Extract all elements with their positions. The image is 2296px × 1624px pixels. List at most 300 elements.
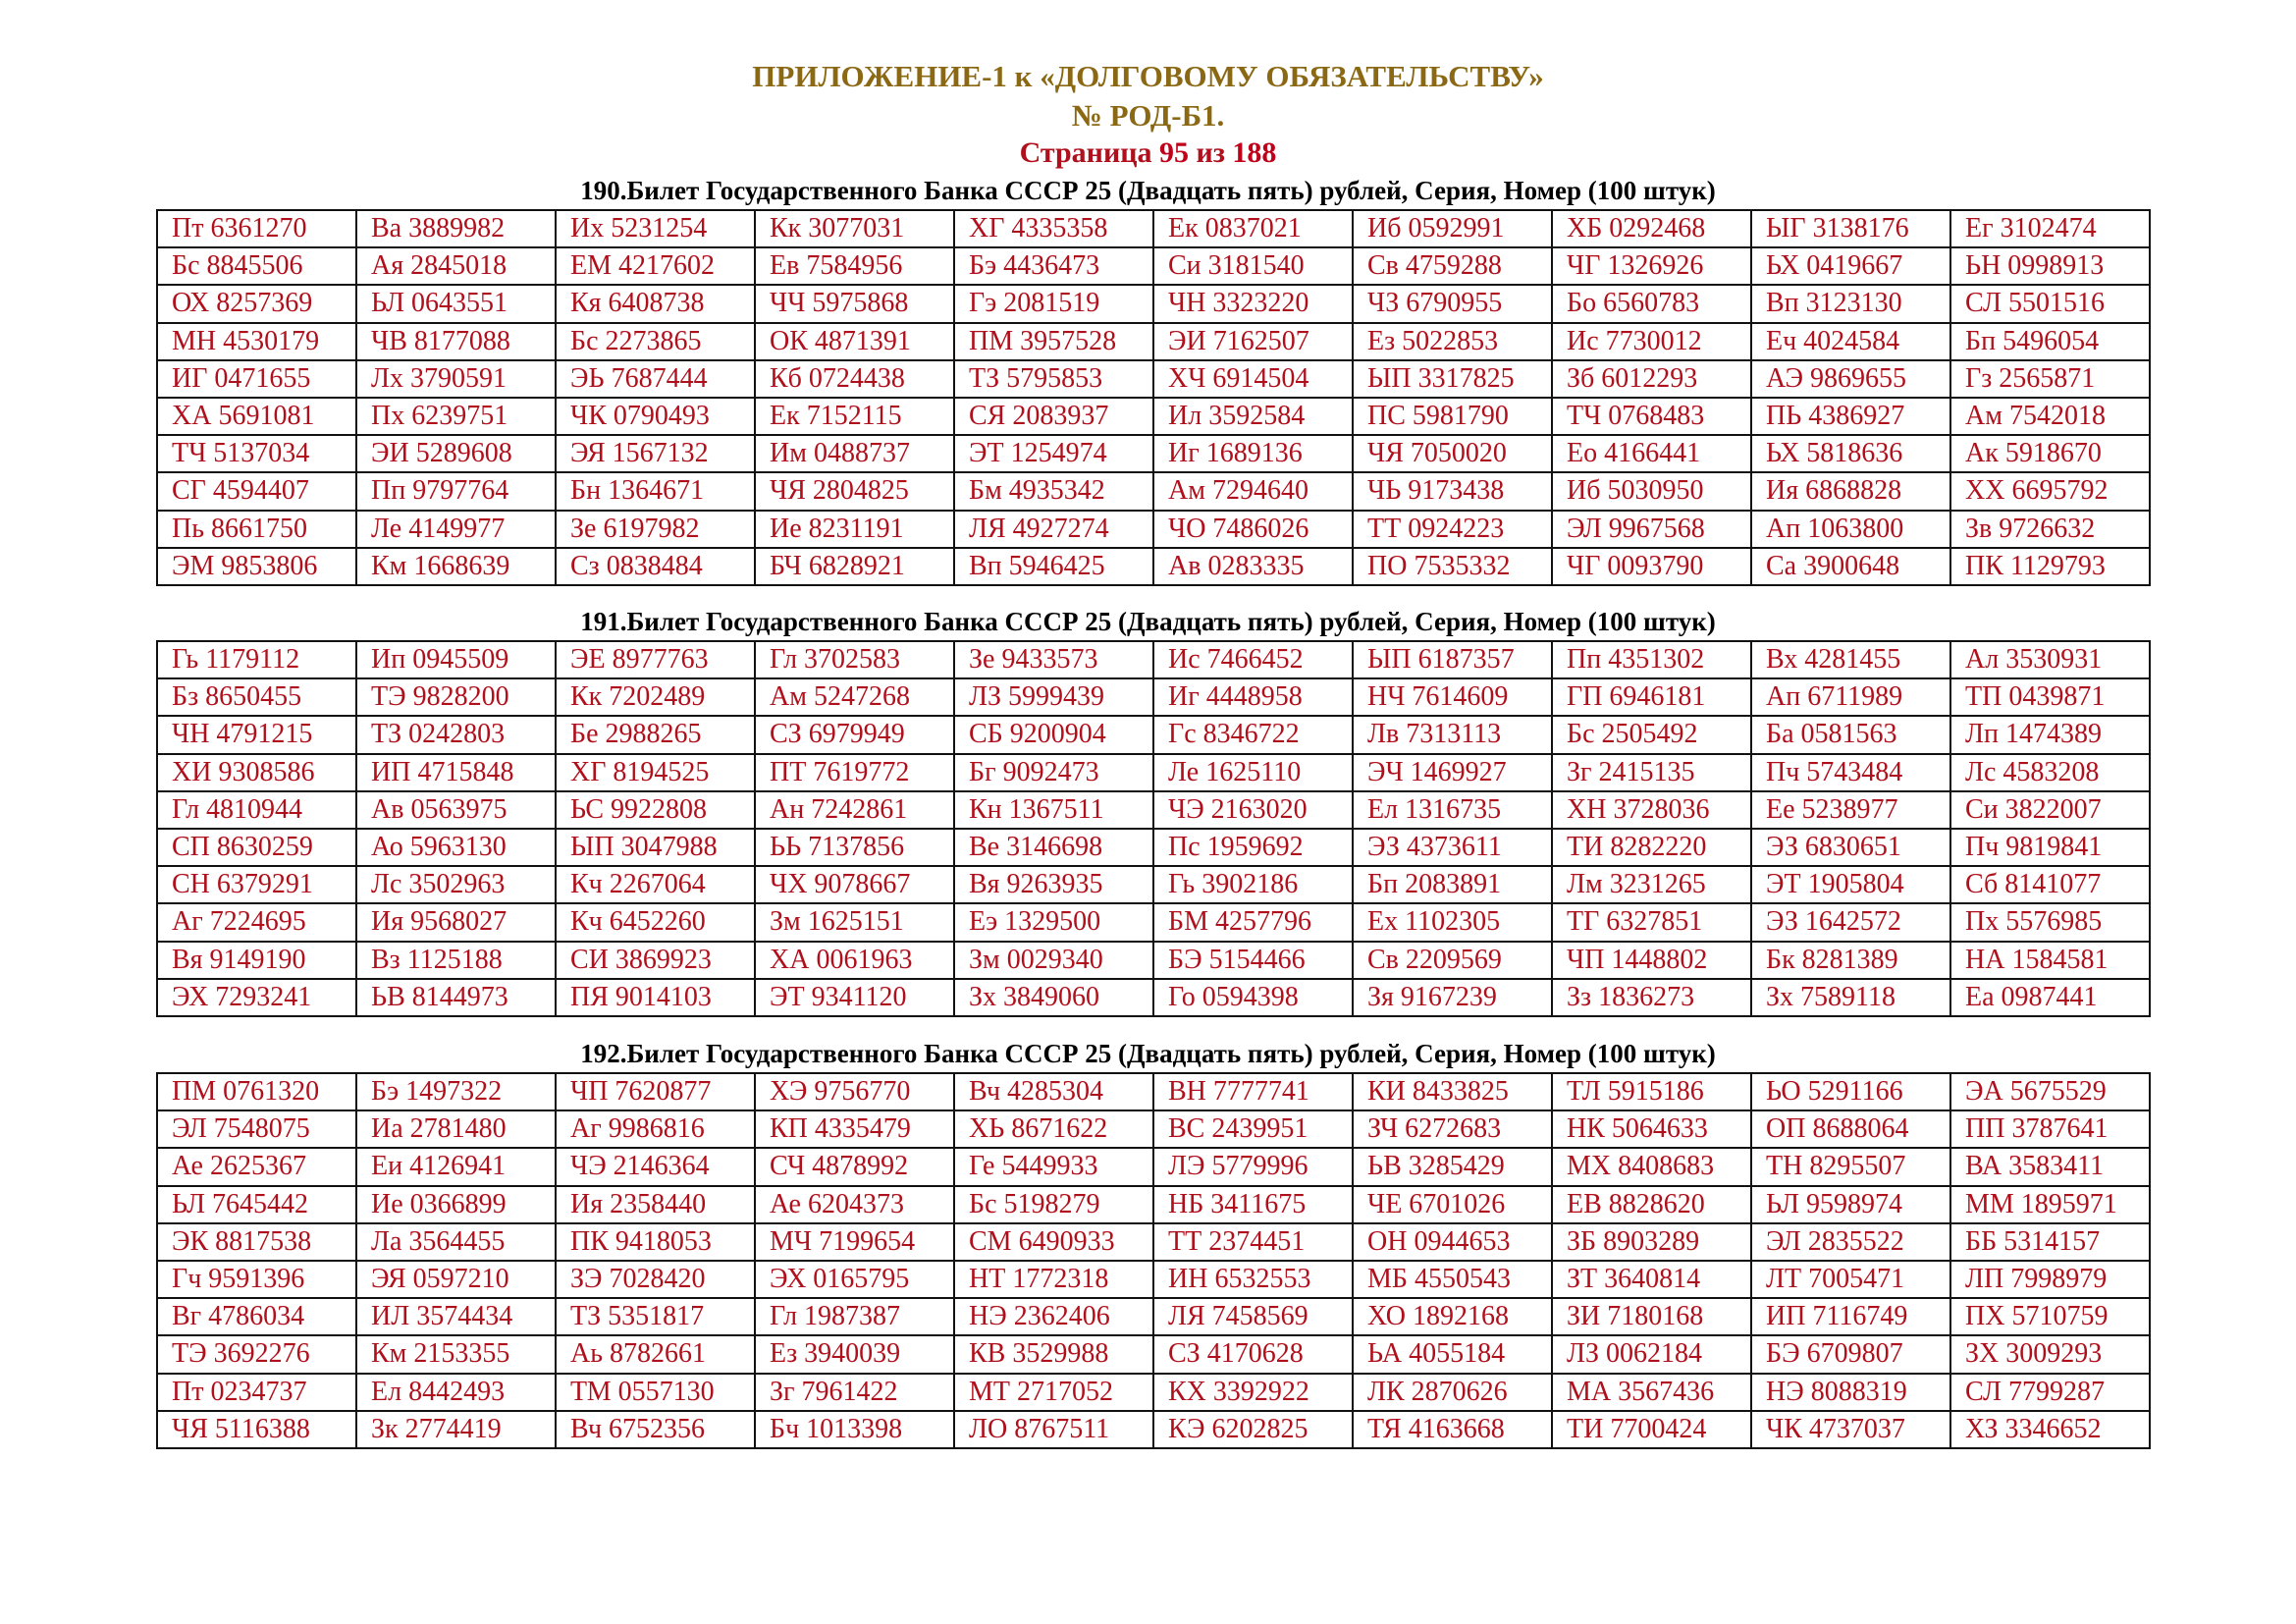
serial-cell: Ип 0945509 (356, 641, 556, 678)
page-prefix: Страница (1019, 136, 1152, 169)
serial-cell: ТЛ 5915186 (1552, 1073, 1751, 1110)
document-title: ПРИЛОЖЕНИЕ-1 к «ДОЛГОВОМУ ОБЯЗАТЕЛЬСТВУ» (752, 59, 1544, 93)
serial-cell: КВ 3529988 (954, 1335, 1153, 1373)
serial-table-192 (156, 1072, 2151, 1449)
table-row (157, 716, 2150, 753)
serial-cell: Бп 2083891 (1353, 866, 1552, 903)
serial-cell: Пп 4351302 (1552, 641, 1751, 678)
table-row (157, 1298, 2150, 1335)
serial-cell: ХИ 9308586 (157, 754, 356, 791)
serial-cell: Лс 4583208 (1950, 754, 2150, 791)
serial-cell: ЬХ 0419667 (1751, 247, 1950, 285)
serial-cell: Зк 2774419 (356, 1411, 556, 1448)
serial-cell: ХЧ 6914504 (1153, 360, 1353, 398)
serial-cell: ПП 3787641 (1950, 1110, 2150, 1148)
serial-cell: ЧГ 0093790 (1552, 548, 1751, 585)
serial-cell: ХЬ 8671622 (954, 1110, 1153, 1148)
serial-cell: Вг 4786034 (157, 1298, 356, 1335)
serial-cell: ТТ 2374451 (1153, 1223, 1353, 1261)
table-row (157, 398, 2150, 435)
serial-cell: ИЛ 3574434 (356, 1298, 556, 1335)
table-row (157, 435, 2150, 472)
serial-cell: Аг 9986816 (556, 1110, 755, 1148)
serial-cell: ЭЯ 1567132 (556, 435, 755, 472)
serial-cell: ЧП 7620877 (556, 1073, 755, 1110)
serial-cell: ЧВ 8177088 (356, 323, 556, 360)
page-total: 188 (1232, 136, 1277, 169)
serial-cell: Ел 1316735 (1353, 791, 1552, 829)
serial-cell: Бк 8281389 (1751, 942, 1950, 979)
section-title-192: 192.Билет Государственного Банка СССР 25 (Двадцать пять) рублей, Серия, Номер (100 штук) (580, 1039, 1716, 1068)
serial-cell: СГ 4594407 (157, 472, 356, 510)
serial-cell: Са 3900648 (1751, 548, 1950, 585)
serial-cell: Вя 9149190 (157, 942, 356, 979)
page-current: 95 (1159, 136, 1190, 169)
serial-cell: ИГ 0471655 (157, 360, 356, 398)
serial-cell: Пх 6239751 (356, 398, 556, 435)
serial-cell: Кб 0724438 (755, 360, 954, 398)
serial-cell: Бп 5496054 (1950, 323, 2150, 360)
serial-cell: Кч 2267064 (556, 866, 755, 903)
serial-cell: ЭИ 7162507 (1153, 323, 1353, 360)
serial-cell: БЧ 6828921 (755, 548, 954, 585)
section-title-190: 190.Билет Государственного Банка СССР 25 (Двадцать пять) рублей, Серия, Номер (100 штук) (580, 176, 1716, 205)
table-row (157, 942, 2150, 979)
serial-cell: Кя 6408738 (556, 285, 755, 322)
serial-cell: Бэ 4436473 (954, 247, 1153, 285)
serial-cell: Ез 3940039 (755, 1335, 954, 1373)
serial-cell: Бн 1364671 (556, 472, 755, 510)
serial-cell: Ва 3889982 (356, 210, 556, 247)
serial-cell: НЧ 7614609 (1353, 678, 1552, 716)
serial-cell: ЫП 6187357 (1353, 641, 1552, 678)
serial-cell: ТИ 7700424 (1552, 1411, 1751, 1448)
table-row (157, 866, 2150, 903)
serial-cell: ЭИ 5289608 (356, 435, 556, 472)
table-row (157, 979, 2150, 1016)
serial-cell: ЬЛ 0643551 (356, 285, 556, 322)
serial-cell: ПЬ 4386927 (1751, 398, 1950, 435)
serial-cell: Го 0594398 (1153, 979, 1353, 1016)
serial-cell: Зх 7589118 (1751, 979, 1950, 1016)
serial-cell: ЧЯ 7050020 (1353, 435, 1552, 472)
serial-cell: СЧ 4878992 (755, 1148, 954, 1185)
serial-cell: ОК 4871391 (755, 323, 954, 360)
serial-cell: ХГ 4335358 (954, 210, 1153, 247)
table-row (157, 1186, 2150, 1223)
serial-cell: Ав 0563975 (356, 791, 556, 829)
serial-cell: ЧЭ 2163020 (1153, 791, 1353, 829)
serial-cell: Км 1668639 (356, 548, 556, 585)
serial-cell: Бс 8845506 (157, 247, 356, 285)
serial-cell: Ек 7152115 (755, 398, 954, 435)
serial-cell: Иа 2781480 (356, 1110, 556, 1148)
serial-cell: Им 0488737 (755, 435, 954, 472)
serial-cell: Ба 0581563 (1751, 716, 1950, 753)
serial-cell: ХА 5691081 (157, 398, 356, 435)
serial-cell: ЭЛ 2835522 (1751, 1223, 1950, 1261)
serial-cell: Еэ 1329500 (954, 903, 1153, 941)
serial-cell: Зх 3849060 (954, 979, 1153, 1016)
serial-cell: Ам 7294640 (1153, 472, 1353, 510)
serial-cell: ЧЯ 2804825 (755, 472, 954, 510)
table-row (157, 472, 2150, 510)
serial-cell: ЧК 0790493 (556, 398, 755, 435)
serial-cell: Аг 7224695 (157, 903, 356, 941)
serial-cell: ЭК 8817538 (157, 1223, 356, 1261)
serial-cell: КЭ 6202825 (1153, 1411, 1353, 1448)
serial-cell: ЧО 7486026 (1153, 511, 1353, 548)
serial-cell: ЫГ 3138176 (1751, 210, 1950, 247)
serial-cell: Си 3181540 (1153, 247, 1353, 285)
serial-cell: ЭЛ 9967568 (1552, 511, 1751, 548)
table-row (157, 903, 2150, 941)
serial-cell: Ае 2625367 (157, 1148, 356, 1185)
serial-cell: МБ 4550543 (1353, 1261, 1552, 1298)
serial-cell: ЬО 5291166 (1751, 1073, 1950, 1110)
serial-cell: Ие 0366899 (356, 1186, 556, 1223)
serial-cell: Ил 3592584 (1153, 398, 1353, 435)
serial-cell: СБ 9200904 (954, 716, 1153, 753)
serial-cell: Гь 1179112 (157, 641, 356, 678)
serial-cell: ИН 6532553 (1153, 1261, 1353, 1298)
serial-cell: Кн 1367511 (954, 791, 1153, 829)
serial-cell: ЛЯ 4927274 (954, 511, 1153, 548)
page-indicator (0, 135, 2296, 171)
serial-cell: Ез 5022853 (1353, 323, 1552, 360)
serial-cell: ЫП 3317825 (1353, 360, 1552, 398)
serial-cell: МН 4530179 (157, 323, 356, 360)
serial-cell: ХГ 8194525 (556, 754, 755, 791)
serial-cell: Ам 5247268 (755, 678, 954, 716)
serial-cell: Пт 6361270 (157, 210, 356, 247)
serial-cell: БЭ 5154466 (1153, 942, 1353, 979)
serial-cell: ЧЯ 5116388 (157, 1411, 356, 1448)
serial-cell: Ие 8231191 (755, 511, 954, 548)
serial-cell: НБ 3411675 (1153, 1186, 1353, 1223)
serial-cell: НЭ 2362406 (954, 1298, 1153, 1335)
serial-cell: Лм 3231265 (1552, 866, 1751, 903)
serial-cell: ХН 3728036 (1552, 791, 1751, 829)
serial-cell: Ге 5449933 (954, 1148, 1153, 1185)
serial-cell: ЬЬ 7137856 (755, 829, 954, 866)
serial-cell: ПК 9418053 (556, 1223, 755, 1261)
serial-cell: ПЯ 9014103 (556, 979, 755, 1016)
serial-cell: Ия 2358440 (556, 1186, 755, 1223)
table-row (157, 829, 2150, 866)
serial-cell: ПК 1129793 (1950, 548, 2150, 585)
serial-cell: Вя 9263935 (954, 866, 1153, 903)
serial-cell: Вч 4285304 (954, 1073, 1153, 1110)
serial-cell: Пч 5743484 (1751, 754, 1950, 791)
serial-cell: Ла 3564455 (356, 1223, 556, 1261)
document-number: № РОД-Б1. (1071, 98, 1225, 133)
serial-cell: ВС 2439951 (1153, 1110, 1353, 1148)
serial-cell: Гс 8346722 (1153, 716, 1353, 753)
table-row (157, 1110, 2150, 1148)
serial-cell: Пт 0234737 (157, 1374, 356, 1411)
serial-cell: СП 8630259 (157, 829, 356, 866)
serial-cell: Ис 7466452 (1153, 641, 1353, 678)
table-row (157, 1148, 2150, 1185)
serial-cell: ЭМ 9853806 (157, 548, 356, 585)
serial-cell: ЧГ 1326926 (1552, 247, 1751, 285)
serial-cell: Бг 9092473 (954, 754, 1153, 791)
serial-cell: Зе 9433573 (954, 641, 1153, 678)
serial-cell: ТН 8295507 (1751, 1148, 1950, 1185)
serial-cell: Вч 6752356 (556, 1411, 755, 1448)
serial-cell: Бч 1013398 (755, 1411, 954, 1448)
table-row (157, 641, 2150, 678)
serial-cell: ЭЕ 8977763 (556, 641, 755, 678)
serial-cell: Ав 0283335 (1153, 548, 1353, 585)
serial-cell: ЭЗ 1642572 (1751, 903, 1950, 941)
serial-cell: ХА 0061963 (755, 942, 954, 979)
serial-cell: Зз 1836273 (1552, 979, 1751, 1016)
serial-cell: ПХ 5710759 (1950, 1298, 2150, 1335)
serial-cell: ББ 5314157 (1950, 1223, 2150, 1261)
serial-cell: Иб 0592991 (1353, 210, 1552, 247)
serial-cell: Гь 3902186 (1153, 866, 1353, 903)
serial-cell: Гз 2565871 (1950, 360, 2150, 398)
serial-cell: ЛО 8767511 (954, 1411, 1153, 1448)
serial-cell: ЬВ 3285429 (1353, 1148, 1552, 1185)
serial-cell: ХЭ 9756770 (755, 1073, 954, 1110)
table-row (157, 1335, 2150, 1373)
serial-cell: Ап 1063800 (1751, 511, 1950, 548)
serial-cell: НА 1584581 (1950, 942, 2150, 979)
serial-cell: ЛЗ 0062184 (1552, 1335, 1751, 1373)
serial-cell: ТЗ 0242803 (356, 716, 556, 753)
serial-cell: ЧЧ 5975868 (755, 285, 954, 322)
serial-cell: Зб 6012293 (1552, 360, 1751, 398)
serial-cell: СН 6379291 (157, 866, 356, 903)
serial-cell: ПМ 3957528 (954, 323, 1153, 360)
serial-cell: Ел 8442493 (356, 1374, 556, 1411)
serial-cell: Ев 7584956 (755, 247, 954, 285)
serial-cell: ЭЗ 6830651 (1751, 829, 1950, 866)
serial-cell: ЕВ 8828620 (1552, 1186, 1751, 1223)
serial-cell: ЭТ 1254974 (954, 435, 1153, 472)
serial-cell: ЕМ 4217602 (556, 247, 755, 285)
serial-cell: Еа 0987441 (1950, 979, 2150, 1016)
serial-cell: ЗЭ 7028420 (556, 1261, 755, 1298)
serial-cell: Гл 3702583 (755, 641, 954, 678)
serial-cell: ЗТ 3640814 (1552, 1261, 1751, 1298)
serial-cell: СЛ 7799287 (1950, 1374, 2150, 1411)
serial-cell: СЯ 2083937 (954, 398, 1153, 435)
serial-cell: КП 4335479 (755, 1110, 954, 1148)
serial-cell: ЭТ 1905804 (1751, 866, 1950, 903)
table-row (157, 1223, 2150, 1261)
serial-cell: Бс 2273865 (556, 323, 755, 360)
serial-cell: Ап 6711989 (1751, 678, 1950, 716)
serial-cell: Зе 6197982 (556, 511, 755, 548)
table-row (157, 754, 2150, 791)
serial-cell: ТЧ 0768483 (1552, 398, 1751, 435)
serial-cell: МТ 2717052 (954, 1374, 1153, 1411)
serial-cell: МЧ 7199654 (755, 1223, 954, 1261)
serial-cell: НТ 1772318 (954, 1261, 1153, 1298)
serial-cell: Бз 8650455 (157, 678, 356, 716)
serial-cell: КИ 8433825 (1353, 1073, 1552, 1110)
serial-cell: ЭА 5675529 (1950, 1073, 2150, 1110)
serial-cell: Св 2209569 (1353, 942, 1552, 979)
serial-cell: ТП 0439871 (1950, 678, 2150, 716)
serial-cell: ЬВ 8144973 (356, 979, 556, 1016)
serial-cell: Св 4759288 (1353, 247, 1552, 285)
serial-cell: ЛП 7998979 (1950, 1261, 2150, 1298)
serial-cell: ЭЧ 1469927 (1353, 754, 1552, 791)
serial-cell: ЭХ 0165795 (755, 1261, 954, 1298)
table-row (157, 285, 2150, 322)
serial-cell: ЭТ 9341120 (755, 979, 954, 1016)
serial-cell: Лх 3790591 (356, 360, 556, 398)
serial-cell: ЧХ 9078667 (755, 866, 954, 903)
serial-cell: Ле 4149977 (356, 511, 556, 548)
serial-cell: Ис 7730012 (1552, 323, 1751, 360)
table-row (157, 210, 2150, 247)
serial-cell: ЭЗ 4373611 (1353, 829, 1552, 866)
serial-cell: Зв 9726632 (1950, 511, 2150, 548)
serial-cell: ЛТ 7005471 (1751, 1261, 1950, 1298)
serial-cell: Вп 3123130 (1751, 285, 1950, 322)
serial-cell: ИП 4715848 (356, 754, 556, 791)
serial-cell: Ае 6204373 (755, 1186, 954, 1223)
serial-cell: Вх 4281455 (1751, 641, 1950, 678)
serial-cell: Зм 1625151 (755, 903, 954, 941)
serial-cell: Зя 9167239 (1353, 979, 1552, 1016)
serial-cell: Ео 4166441 (1552, 435, 1751, 472)
serial-cell: Бо 6560783 (1552, 285, 1751, 322)
serial-cell: ЛЯ 7458569 (1153, 1298, 1353, 1335)
serial-cell: МА 3567436 (1552, 1374, 1751, 1411)
serial-cell: Пч 9819841 (1950, 829, 2150, 866)
serial-cell: ЭХ 7293241 (157, 979, 356, 1016)
serial-cell: Ле 1625110 (1153, 754, 1353, 791)
serial-cell: Еи 4126941 (356, 1148, 556, 1185)
serial-cell: МХ 8408683 (1552, 1148, 1751, 1185)
serial-cell: ЧН 4791215 (157, 716, 356, 753)
serial-cell: Зг 2415135 (1552, 754, 1751, 791)
serial-cell: ПМ 0761320 (157, 1073, 356, 1110)
serial-table-191 (156, 640, 2151, 1017)
serial-cell: Ек 0837021 (1153, 210, 1353, 247)
serial-cell: Ее 5238977 (1751, 791, 1950, 829)
serial-cell: ЬЛ 9598974 (1751, 1186, 1950, 1223)
serial-cell: Лв 7313113 (1353, 716, 1552, 753)
serial-cell: Ам 7542018 (1950, 398, 2150, 435)
serial-cell: Аь 8782661 (556, 1335, 755, 1373)
table-row (157, 1411, 2150, 1448)
serial-cell: ЧЗ 6790955 (1353, 285, 1552, 322)
serial-cell: Ве 3146698 (954, 829, 1153, 866)
serial-cell: ПС 5981790 (1353, 398, 1552, 435)
serial-cell: ТЧ 5137034 (157, 435, 356, 472)
serial-cell: ЛЭ 5779996 (1153, 1148, 1353, 1185)
serial-cell: Ег 3102474 (1950, 210, 2150, 247)
table-row (157, 323, 2150, 360)
serial-cell: Сб 8141077 (1950, 866, 2150, 903)
serial-cell: Вп 5946425 (954, 548, 1153, 585)
serial-cell: КХ 3392922 (1153, 1374, 1353, 1411)
table-row (157, 511, 2150, 548)
serial-cell: СЗ 4170628 (1153, 1335, 1353, 1373)
serial-table-190 (156, 209, 2151, 586)
table-row (157, 548, 2150, 585)
serial-cell: Ия 9568027 (356, 903, 556, 941)
serial-cell: Бе 2988265 (556, 716, 755, 753)
serial-cell: ММ 1895971 (1950, 1186, 2150, 1223)
serial-cell: ИП 7116749 (1751, 1298, 1950, 1335)
serial-cell: ЬС 9922808 (556, 791, 755, 829)
serial-cell: Гэ 2081519 (954, 285, 1153, 322)
serial-cell: СЗ 6979949 (755, 716, 954, 753)
serial-cell: ЭЬ 7687444 (556, 360, 755, 398)
serial-cell: ЗБ 8903289 (1552, 1223, 1751, 1261)
serial-cell: Бс 2505492 (1552, 716, 1751, 753)
serial-cell: Иг 4448958 (1153, 678, 1353, 716)
serial-cell: ЧЭ 2146364 (556, 1148, 755, 1185)
serial-cell: Кк 3077031 (755, 210, 954, 247)
serial-cell: Гл 1987387 (755, 1298, 954, 1335)
serial-cell: ОП 8688064 (1751, 1110, 1950, 1148)
serial-cell: Пь 8661750 (157, 511, 356, 548)
serial-cell: Еч 4024584 (1751, 323, 1950, 360)
serial-cell: ТМ 0557130 (556, 1374, 755, 1411)
serial-cell: ТЯ 4163668 (1353, 1411, 1552, 1448)
section-title-191: 191.Билет Государственного Банка СССР 25 (Двадцать пять) рублей, Серия, Номер (100 штук) (580, 607, 1716, 636)
table-row (157, 247, 2150, 285)
serial-cell: Кк 7202489 (556, 678, 755, 716)
serial-cell: Иб 5030950 (1552, 472, 1751, 510)
serial-cell: ВН 7777741 (1153, 1073, 1353, 1110)
serial-cell: ЧП 1448802 (1552, 942, 1751, 979)
serial-cell: Их 5231254 (556, 210, 755, 247)
table-row (157, 678, 2150, 716)
serial-cell: Вз 1125188 (356, 942, 556, 979)
table-row (157, 1261, 2150, 1298)
serial-cell: Лп 1474389 (1950, 716, 2150, 753)
serial-cell: Зг 7961422 (755, 1374, 954, 1411)
serial-cell: Си 3822007 (1950, 791, 2150, 829)
serial-cell: БЭ 6709807 (1751, 1335, 1950, 1373)
serial-cell: ТТ 0924223 (1353, 511, 1552, 548)
serial-cell: Ао 5963130 (356, 829, 556, 866)
serial-cell: ХЗ 3346652 (1950, 1411, 2150, 1448)
serial-cell: Зм 0029340 (954, 942, 1153, 979)
table-row (157, 791, 2150, 829)
serial-cell: ПО 7535332 (1353, 548, 1552, 585)
serial-cell: Пх 5576985 (1950, 903, 2150, 941)
serial-cell: Иг 1689136 (1153, 435, 1353, 472)
serial-cell: Сз 0838484 (556, 548, 755, 585)
serial-cell: СМ 6490933 (954, 1223, 1153, 1261)
serial-cell: ОН 0944653 (1353, 1223, 1552, 1261)
serial-cell: ТИ 8282220 (1552, 829, 1751, 866)
page-middle: из (1196, 136, 1225, 169)
serial-cell: ЭЛ 7548075 (157, 1110, 356, 1148)
serial-cell: ТГ 6327851 (1552, 903, 1751, 941)
serial-cell: ЧН 3323220 (1153, 285, 1353, 322)
table-row (157, 1073, 2150, 1110)
serial-cell: ЗЧ 6272683 (1353, 1110, 1552, 1148)
serial-cell: Км 2153355 (356, 1335, 556, 1373)
serial-cell: ТЭ 9828200 (356, 678, 556, 716)
serial-cell: ЧЬ 9173438 (1353, 472, 1552, 510)
serial-cell: Пп 9797764 (356, 472, 556, 510)
table-row (157, 1374, 2150, 1411)
